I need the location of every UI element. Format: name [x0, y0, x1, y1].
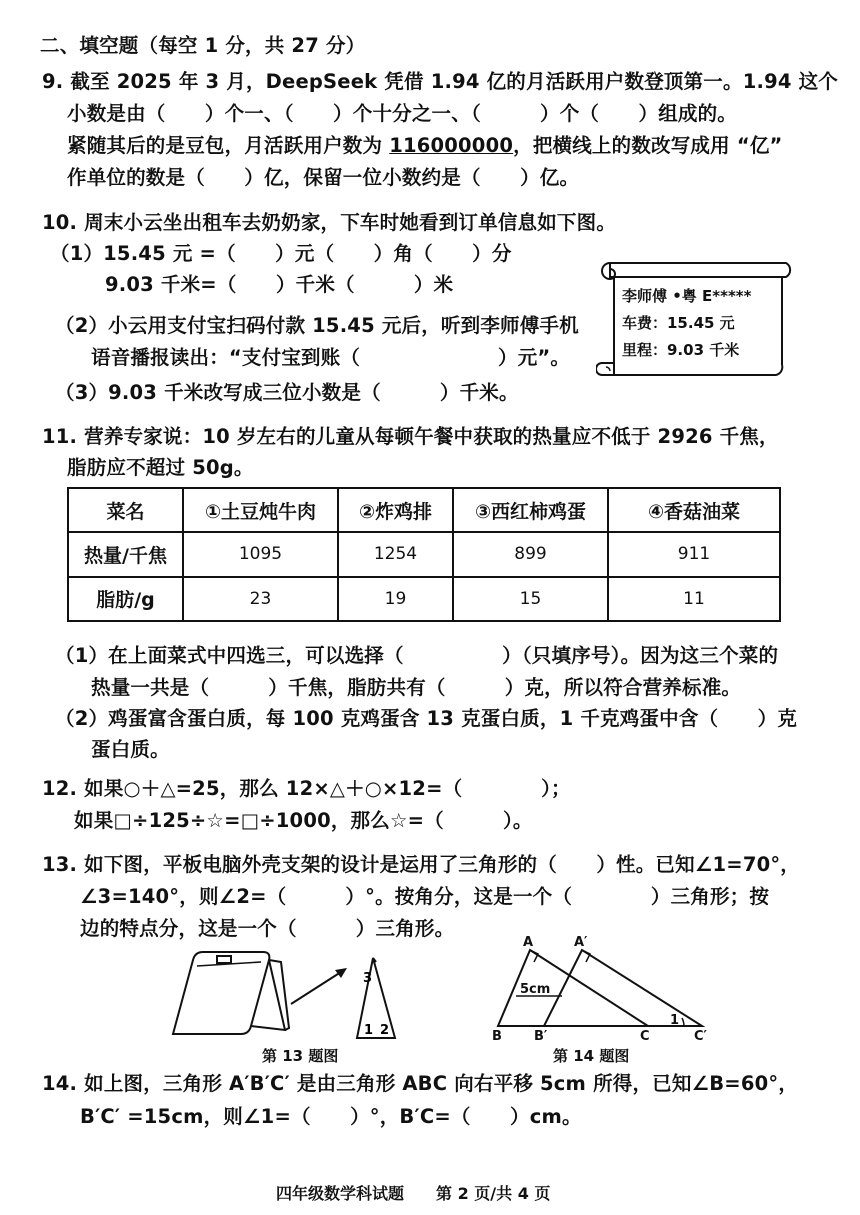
table-cell: 19 [338, 577, 453, 621]
q13-line2: ∠3=140°，则∠2=（ ）°。按角分，这是一个（ ）三角形；按 [80, 885, 770, 908]
q9-line3-a: 紧随其后的是豆包，月活跃用户数为 [67, 134, 390, 157]
table-header-cell: ③西红柿鸡蛋 [453, 488, 608, 532]
tri-angle-2-label: 2 [380, 1023, 390, 1038]
label-A-prime: A′ [574, 936, 588, 950]
fig14-caption: 第 14 题图 [553, 1047, 630, 1065]
menu-table [67, 487, 781, 622]
row-label-energy: 热量/千焦 [68, 532, 183, 576]
q14-line1: 14. 如上图，三角形 A′B′C′ 是由三角形 ABC 向右平移 5cm 所得，已知∠B=60°， [42, 1072, 799, 1095]
table-cell: 1095 [183, 532, 338, 576]
page-footer: 四年级数学科试题 第 2 页/共 4 页 [276, 1184, 551, 1203]
q9-line2: 小数是由（ ）个一、（ ）个十分之一、（ ）个（ ）组成的。 [67, 102, 738, 125]
label-A: A [523, 936, 534, 950]
table-row [68, 532, 780, 576]
q10-line4: （2）小云用支付宝扫码付款 15.45 元后，听到李师傅手机 [55, 314, 579, 337]
table-cell: 899 [453, 532, 608, 576]
section-title: 二、填空题（每空 1 分，共 27 分） [40, 34, 366, 57]
label-5cm: 5cm [520, 982, 551, 997]
order-receipt [596, 255, 796, 383]
row-label-fat: 脂肪/g [68, 577, 183, 621]
q10-line3: 9.03 千米=（ ）千米（ ）米 [105, 273, 454, 296]
tri-angle-1-label: 1 [364, 1023, 374, 1038]
q9-line3-b: ，把横线上的数改写成用 “亿” [513, 134, 783, 157]
label-angle-1: 1 [670, 1013, 680, 1028]
q14-line2: B′C′ =15cm，则∠1=（ ）°，B′C=（ ）cm。 [80, 1105, 582, 1128]
table-cell: 11 [608, 577, 780, 621]
table-cell: 1254 [338, 532, 453, 576]
label-C-prime: C′ [694, 1029, 707, 1044]
fig13-caption: 第 13 题图 [262, 1047, 339, 1065]
q9-line4: 作单位的数是（ ）亿，保留一位小数约是（ ）亿。 [67, 166, 580, 189]
label-B-prime: B′ [534, 1029, 548, 1044]
receipt-fare: 车费：15.45 元 [622, 314, 735, 332]
table-header-cell: ②炸鸡排 [338, 488, 453, 532]
q10-line2: （1）15.45 元 =（ ）元（ ）角（ ）分 [50, 242, 512, 265]
table-row [68, 577, 780, 621]
table-header-cell: 菜名 [68, 488, 183, 532]
q11-sub2-line1: （2）鸡蛋富含蛋白质，每 100 克鸡蛋含 13 克蛋白质，1 千克鸡蛋中含（ ）克 [55, 707, 798, 730]
q11-line2: 脂肪应不超过 50g。 [67, 456, 254, 479]
q9-underlined-number: 116000000 [389, 134, 514, 157]
q11-sub1-line2: 热量一共是（ ）千焦，脂肪共有（ ）克，所以符合营养标准。 [91, 676, 742, 699]
q11-sub2-line2: 蛋白质。 [91, 738, 170, 761]
table-header-cell: ④香菇油菜 [608, 488, 780, 532]
q13-line1: 13. 如下图，平板电脑外壳支架的设计是运用了三角形的（ ）性。已知∠1=70°， [42, 853, 801, 876]
translation-figure [488, 936, 718, 1046]
receipt-distance: 里程：9.03 千米 [622, 341, 740, 359]
table-cell: 911 [608, 532, 780, 576]
q10-line5: 语音播报读出：“支付宝到账（ ）元”。 [91, 346, 571, 369]
tablet-stand-figure [165, 942, 415, 1042]
q10-line1: 10. 周末小云坐出租车去奶奶家，下车时她看到订单信息如下图。 [42, 211, 617, 234]
receipt-driver: 李师傅 •粤 E***** [622, 287, 752, 305]
q9-line3 [67, 133, 783, 159]
label-B: B [492, 1029, 502, 1044]
table-header-cell: ①土豆炖牛肉 [183, 488, 338, 532]
q11-line1: 11. 营养专家说：10 岁左右的儿童从每顿午餐中获取的热量应不低于 2926 千焦， [42, 425, 779, 448]
q11-sub1-line1: （1）在上面菜式中四选三，可以选择（ ）（只填序号）。因为这三个菜的 [55, 644, 779, 667]
table-cell: 23 [183, 577, 338, 621]
table-cell: 15 [453, 577, 608, 621]
q12-line2: 如果□÷125÷☆=□÷1000，那么☆=（ ）。 [74, 809, 533, 832]
table-row [68, 488, 780, 532]
q13-line3: 边的特点分，这是一个（ ）三角形。 [80, 917, 455, 940]
q12-line1: 12. 如果○＋△=25，那么 12×△＋○×12=（ ）； [42, 777, 571, 800]
q9-line1: 9. 截至 2025 年 3 月，DeepSeek 凭借 1.94 亿的月活跃用户数登顶第一。1.94 这个 [42, 70, 838, 93]
q10-line6: （3）9.03 千米改写成三位小数是（ ）千米。 [55, 381, 519, 404]
tri-angle-3-label: 3 [363, 971, 373, 986]
label-C: C [640, 1029, 650, 1044]
